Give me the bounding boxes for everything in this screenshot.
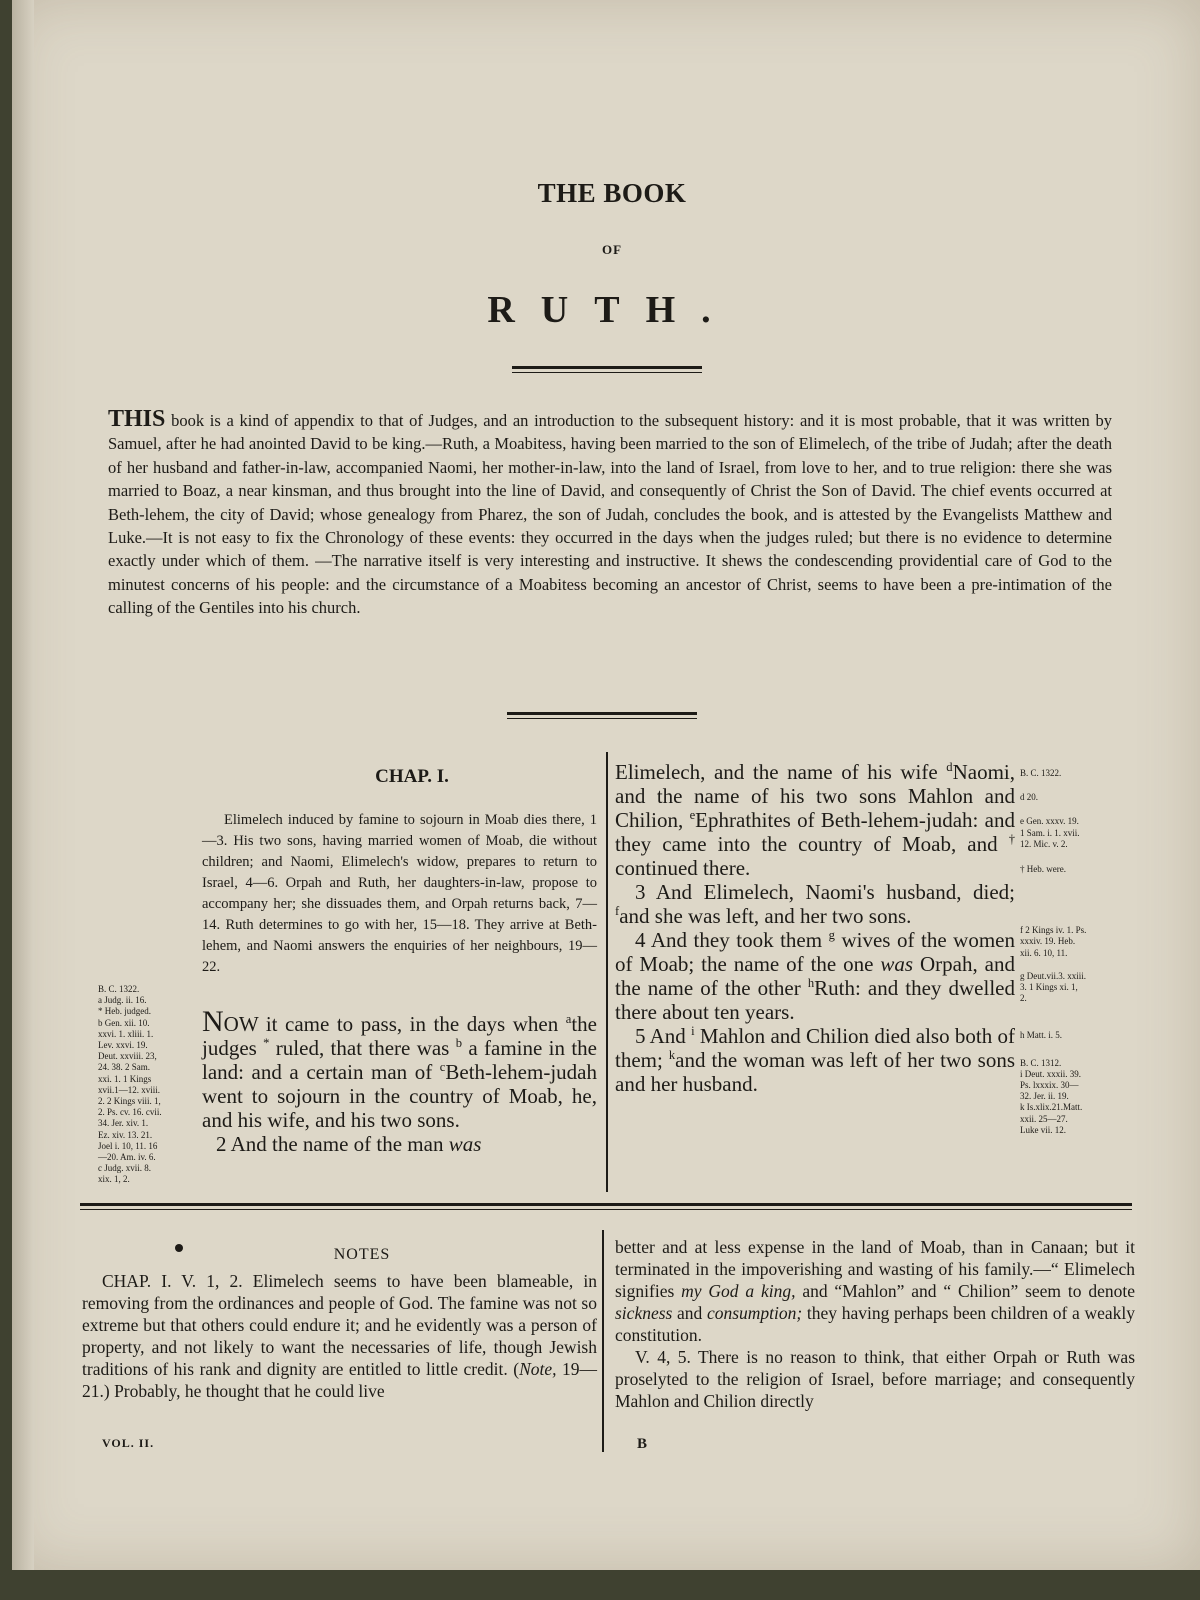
margin-ref: † Heb. were. (1020, 864, 1066, 875)
margin-ref: xxxiv. 19. Heb. (1020, 936, 1076, 947)
verse-italic: was (880, 952, 914, 976)
verse-text: Mahlon and Chilion died also both of them; (615, 1024, 1015, 1072)
verse-5 (615, 1024, 1015, 1096)
verse-text: and she was left, and her two sons. (619, 904, 912, 928)
margin-ref: Ps. lxxxix. 30— (1020, 1080, 1079, 1091)
cross-ref-mark: a (565, 1012, 572, 1026)
title-rule (512, 366, 702, 373)
margin-ref: 1 Sam. i. 1. xvii. (1020, 827, 1080, 838)
cross-ref-mark: * (263, 1036, 270, 1050)
intro-initial: THIS (108, 406, 166, 432)
cross-ref-mark: h (807, 976, 815, 990)
note-paragraph (615, 1236, 1135, 1346)
note-italic: Note, (519, 1359, 557, 1379)
verse-text: Ruth: and they dwelled there about ten years. (615, 976, 1015, 1024)
margin-ref: Deut. xxviii. 23, (98, 1051, 157, 1062)
intro-rule (507, 712, 697, 719)
margin-ref: a Judg. ii. 16. (98, 995, 147, 1006)
margin-ref: h Matt. i. 5. (1020, 1030, 1062, 1041)
margin-ref: 32. Jer. ii. 19. (1020, 1091, 1069, 1102)
column-divider (606, 752, 608, 1192)
cross-ref-mark: k (668, 1048, 676, 1062)
margin-ref: B. C. 1322. (98, 984, 140, 994)
page-spine (12, 0, 34, 1570)
cross-ref-mark: f (615, 904, 620, 918)
note-paragraph (82, 1270, 597, 1402)
notes-column-divider (602, 1230, 604, 1452)
signature-mark: B (637, 1436, 648, 1452)
verse-text: ruled, that there was (269, 1036, 456, 1060)
verses-right-column (615, 760, 1015, 1096)
margin-ref: xxi. 1. 1 Kings (98, 1073, 152, 1084)
margin-ref: * Heb. judged. (98, 1006, 151, 1017)
verse-text: Beth-lehem-judah went to sojourn in the country of Moab, he, and his wife, and his two sons. (202, 1060, 597, 1132)
verse-text: 3 And Elimelech, Naomi's husband, died; (635, 880, 1015, 904)
margin-ref: 2. 2 Kings viii. 1, (98, 1096, 161, 1107)
verse-text: Orpah, and the name of the other (615, 952, 1015, 1000)
verse-text: 4 And they took them (635, 928, 829, 952)
chapter-title: CHAP. I. (375, 766, 449, 787)
note-text: and (672, 1303, 707, 1323)
margin-ref: 12. Mic. v. 2. (1020, 838, 1068, 849)
verse-1 (202, 1005, 597, 1132)
verse-text: continued there. (615, 856, 751, 880)
margin-ref: xxvi. 1. xliii. 1. (98, 1028, 154, 1039)
cross-ref-mark: d (946, 760, 953, 774)
notes-right-column (615, 1236, 1135, 1412)
notes-left-column (82, 1270, 597, 1402)
note-italic: sickness (615, 1303, 673, 1323)
margin-ref: e Gen. xxxv. 19. (1020, 816, 1079, 827)
margin-ref: B. C. 1322. (1020, 768, 1062, 778)
cross-ref-mark: † (1008, 832, 1015, 846)
margin-ref: B. C. 1312. (1020, 1057, 1062, 1068)
margin-ref: b Gen. xii. 10. (98, 1017, 150, 1028)
verse-text: Naomi, and the name of his two sons Mahlon and Chilion, (615, 760, 1015, 832)
margin-ref: g Deut.vii.3. xxiii. (1020, 970, 1086, 981)
volume-label: VOL. II. (102, 1436, 155, 1450)
note-italic: my God a king, (681, 1281, 796, 1301)
verse-text: OW (223, 1012, 259, 1036)
margin-ref: d 20. (1020, 792, 1038, 803)
margin-ref: xii. 6. 10, 11. (1020, 947, 1068, 958)
verse-text: a famine in the land: and a certain man of (202, 1036, 597, 1084)
verse-text: the judges (202, 1012, 597, 1060)
margin-ref: 2. Ps. cv. 16. cvii. (98, 1107, 162, 1118)
book-title-ruth: RUTH. (487, 289, 737, 331)
verse-dropcap: N (202, 1005, 224, 1038)
cross-ref-mark: b (455, 1036, 462, 1050)
margin-ref: xvii.1—12. xviii. (98, 1084, 161, 1095)
margin-ref: i Deut. xxxii. 39. (1020, 1068, 1081, 1079)
introduction-paragraph (108, 408, 1112, 620)
right-margin-references (1020, 768, 1132, 1136)
verse-2 (202, 1132, 597, 1156)
note-text: better and at less expense in the land of Moab, than in Canaan; but it terminated in the impoverishing and wasting of his family.—“ Elimelech signifies (615, 1237, 1135, 1301)
note-italic: consumption; (706, 1303, 803, 1323)
note-paragraph: V. 4, 5. There is no reason to think, that either Orpah or Ruth was proselyted to the religion of Israel, before marriage; and consequently Mahlon and Chilion directly (615, 1347, 1135, 1411)
note-text: and “Mahlon” and “ Chilion” seem to denote (795, 1281, 1135, 1301)
margin-ref: xxii. 25—27. (1020, 1113, 1068, 1124)
margin-ref: xix. 1, 2. (98, 1174, 130, 1185)
left-margin-references (98, 984, 198, 1186)
verse-2-cont (615, 760, 1015, 880)
note-text: 19—21.) Probably, he thought that he could live (82, 1359, 597, 1401)
verse-text: 2 And the name of the man (216, 1132, 449, 1156)
notes-heading: NOTES (333, 1246, 391, 1263)
margin-ref: Lev. xxvi. 19. (98, 1040, 148, 1051)
notes-rule (80, 1203, 1132, 1210)
book-title-line1: THE BOOK (537, 178, 687, 208)
verse-text: Ephrathites of Beth-lehem-judah: and they came into the country of Moab, and (615, 808, 1015, 856)
margin-ref: c Judg. xvii. 8. (98, 1163, 151, 1174)
ink-spot (175, 1244, 183, 1252)
margin-ref: —20. Am. iv. 6. (98, 1152, 156, 1163)
verse-4 (615, 928, 1015, 1024)
verse-text: and the woman was left of her two sons and her husband. (615, 1048, 1015, 1096)
verse-text: wives of the women of Moab; the name of the one (615, 928, 1015, 976)
verse-text: 5 And (635, 1024, 692, 1048)
verse-italic: was (448, 1132, 482, 1156)
note-reference: CHAP. I. V. 1, 2. (102, 1271, 243, 1291)
verse-3 (615, 880, 1015, 928)
margin-ref: Joel i. 10, 11. 16 (98, 1140, 158, 1151)
verse-text: it came to pass, in the days when (258, 1012, 566, 1036)
cross-ref-mark: c (439, 1060, 446, 1074)
book-page (12, 0, 1200, 1570)
note-text: Elimelech seems to have been blameable, in removing from the ordinances and people of God. The famine was not so extreme but that others could endure it; and he evidently was a person of property, and not likely to want the necessaries of life, though Jewish traditions of his rank and dignity are entitled to little credit. ( (82, 1271, 598, 1379)
margin-ref: k Is.xlix.21.Matt. (1020, 1102, 1083, 1113)
intro-text: book is a kind of appendix to that of Judges, and an introduction to the subsequent history: and it is most probable, that it was written by Samuel, after he had anointed David to be king.—Ruth, a Moabitess, having been married to the son of Elimelech, of the tribe of Judah; after the death of her husband and father-in-law, accompanied Naomi, her mother-in-law, into the land of Israel, from love to her, and to true religion: there she was married to Boaz, a near kinsman, and thus brought into the line of David, and consequently of Christ the Son of David. The chief events occurred at Beth-lehem, the city of David; whose genealogy from Pharez, the son of Judah, concludes the book, and is attested by the Evangelists Matthew and Luke.—It is not easy to fix the Chronology of these events: they occurred in the days when the judges ruled; but there is no evidence to determine exactly under which of them. —The narrative itself is very interesting and instructive. It shews the condescending providential care of God to the minutest concerns of his people: and the circumstance of a Moabitess becoming an ancestor of Christ, seems to have been a pre-intimation of the calling of the Gentiles into his church. (108, 411, 1112, 618)
margin-ref: f 2 Kings iv. 1. Ps. (1020, 925, 1087, 936)
margin-ref: 2. (1020, 993, 1027, 1004)
cross-ref-mark: g (828, 928, 835, 942)
margin-ref: 3. 1 Kings xi. 1, (1020, 982, 1078, 993)
margin-ref: Luke vii. 12. (1020, 1124, 1066, 1135)
cross-ref-mark: i (691, 1024, 695, 1038)
verses-left-column (202, 1005, 597, 1156)
chapter-summary: Elimelech induced by famine to sojourn in Moab dies there, 1—3. His two sons, having married women of Moab, die without children; and Naomi, Elimelech's widow, prepares to return to Israel, 4—6. Orpah and Ruth, her daughters-in-law, propose to accompany her; she dissuades them, and Orpah returns back, 7—14. Ruth determines to go with her, 15—18. They arrive at Beth-lehem, and Naomi answers the enquiries of her neighbours, 19—22. (202, 812, 597, 975)
margin-ref: Ez. xiv. 13. 21. (98, 1129, 153, 1140)
book-title-of: OF (601, 242, 623, 257)
cross-ref-mark: e (689, 808, 696, 822)
margin-ref: 34. Jer. xiv. 1. (98, 1118, 149, 1129)
note-text: they having perhaps been children of a weakly constitution. (615, 1303, 1135, 1345)
margin-ref: 24. 38. 2 Sam. (98, 1062, 151, 1073)
verse-text: Elimelech, and the name of his wife (615, 760, 947, 784)
